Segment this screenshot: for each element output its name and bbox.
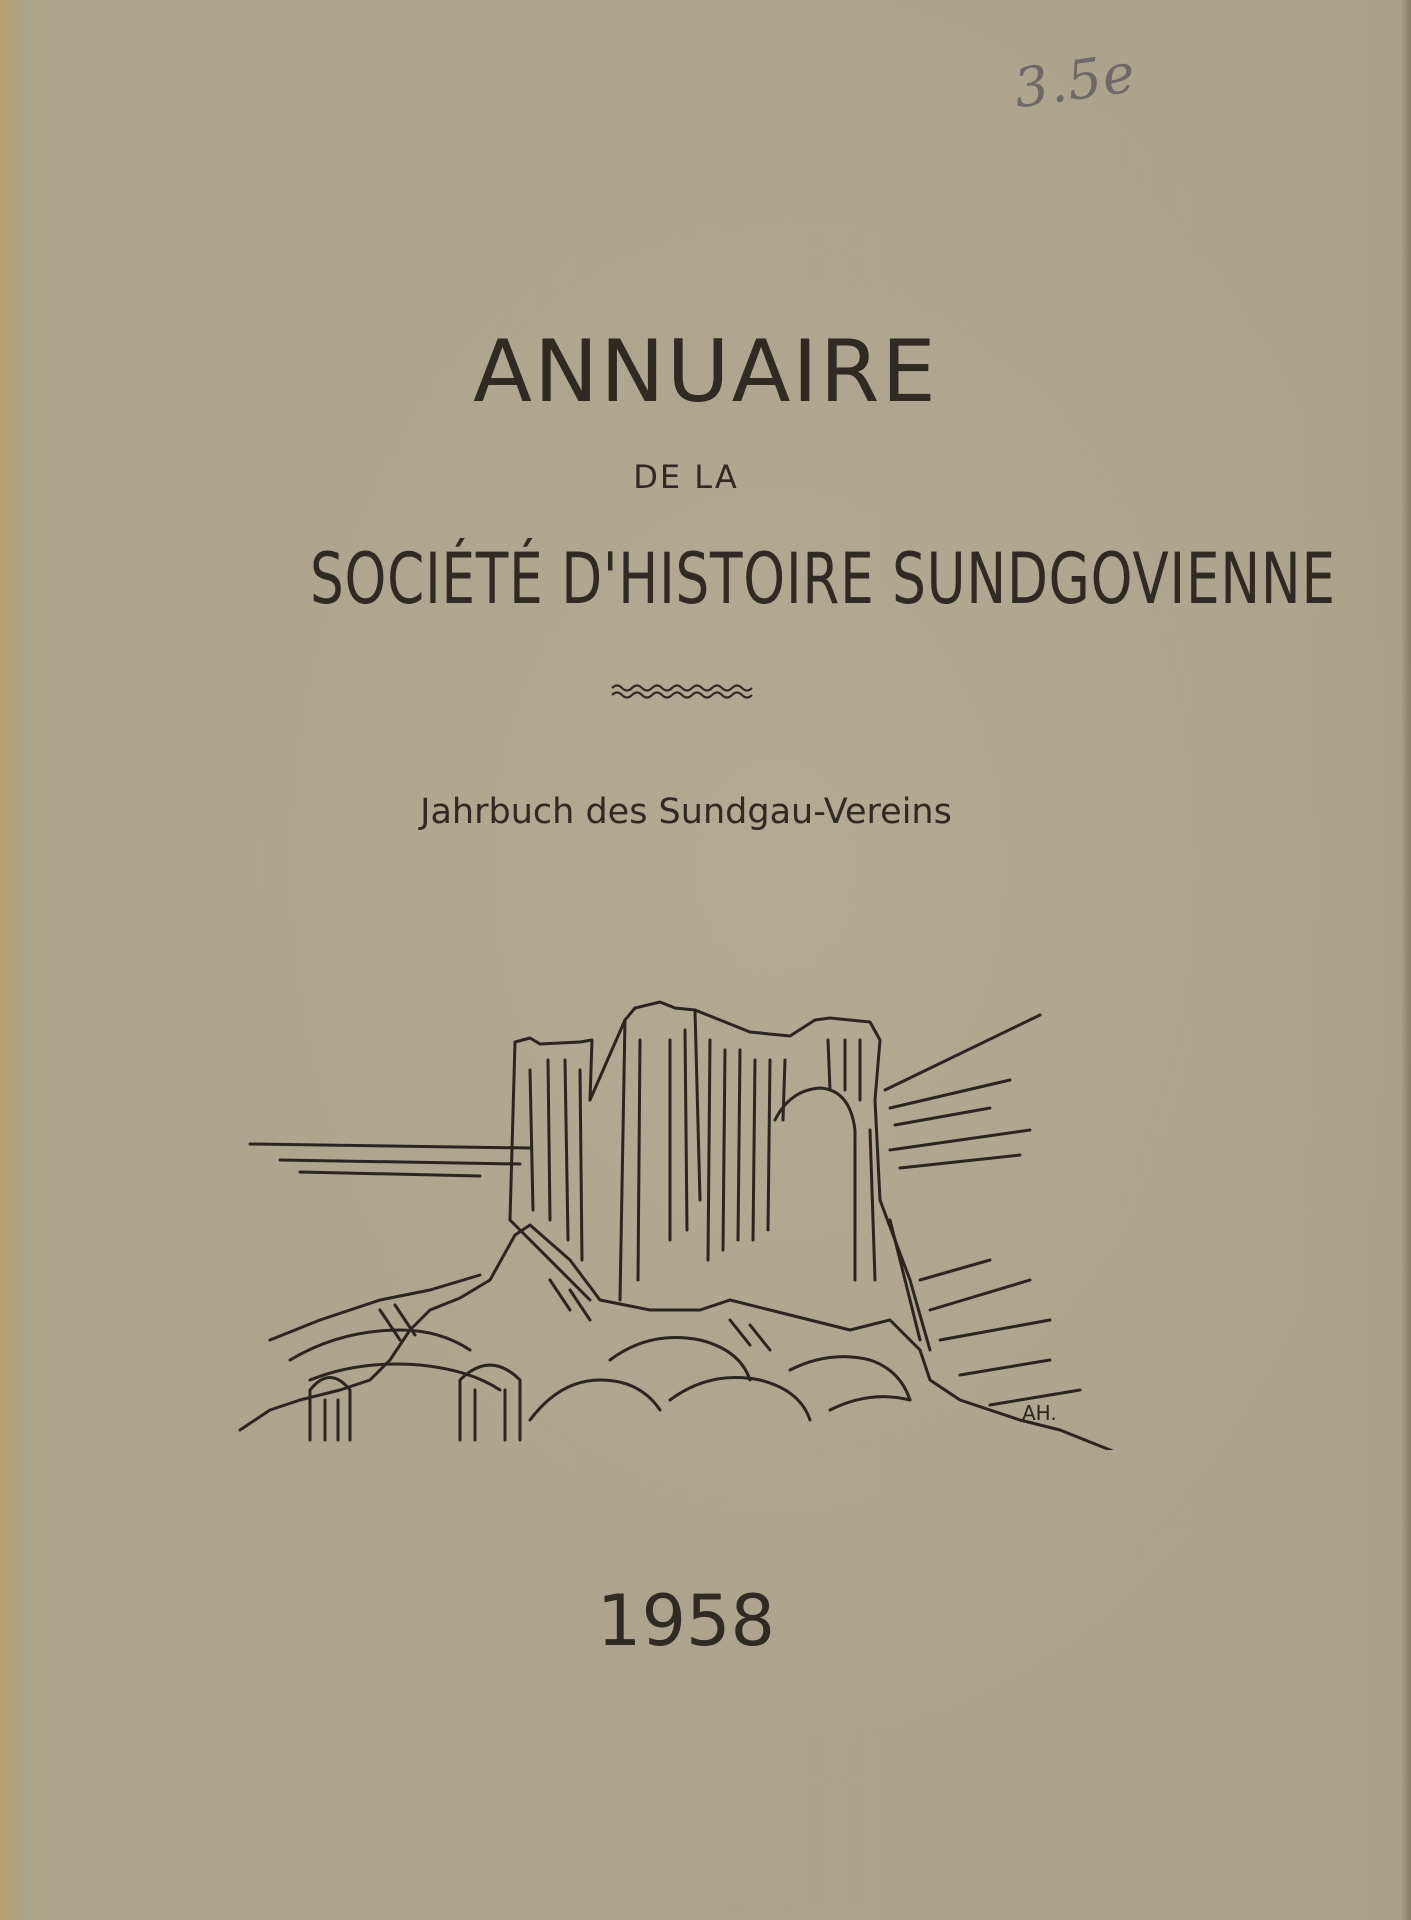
cover-subtitle: Jahrbuch des Sundgau-Vereins bbox=[420, 792, 952, 832]
page-edge-shadow bbox=[1401, 0, 1411, 1920]
cover-preposition: DE LA bbox=[633, 458, 739, 496]
society-name: SOCIÉTÉ D'HISTOIRE SUNDGOVIENNE bbox=[310, 538, 1336, 620]
wavy-rule-icon bbox=[610, 682, 758, 702]
castle-ruin-illustration bbox=[230, 980, 1150, 1450]
cover-title: ANNUAIRE bbox=[473, 322, 938, 422]
illustration-signature: AH. bbox=[1022, 1401, 1057, 1425]
cover-year: 1958 bbox=[596, 1580, 776, 1662]
handwritten-note: 3.5e bbox=[1010, 41, 1140, 121]
